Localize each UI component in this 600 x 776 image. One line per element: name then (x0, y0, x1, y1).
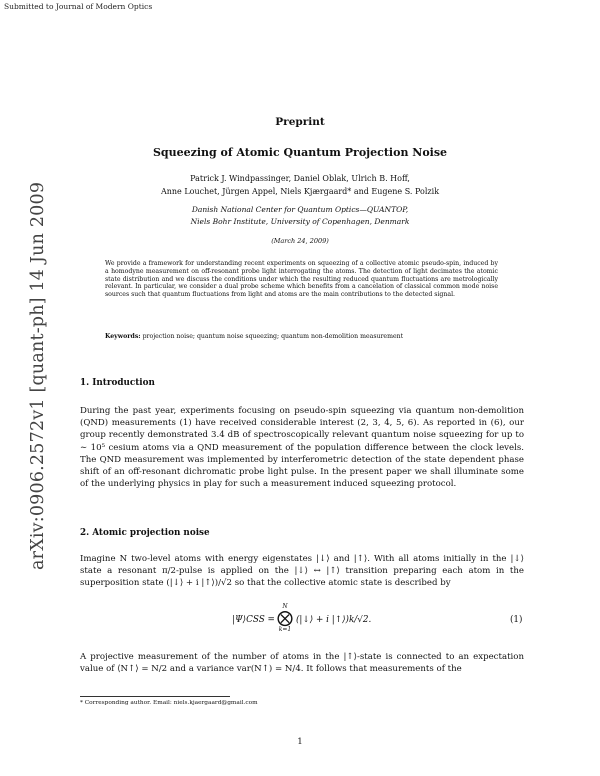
equation-rhs: (|↓⟩ + i |↑⟩)k/√2. (296, 615, 372, 625)
section-heading-introduction: 1. Introduction (80, 378, 155, 388)
equation-1 (0, 603, 600, 639)
affiliation-line-2: Niels Bohr Institute, University of Copenhagen, Denmark (190, 216, 410, 226)
projection-noise-paragraph-2: A projective measurement of the number of atoms in the |↑⟩-state is connected to an expectation value of ⟨N↑⟩ = N/2 and a variance var(N↑) = N/4. It follows that measurements of the (80, 652, 524, 675)
affiliation (0, 204, 600, 227)
arxiv-stamp: arXiv:0906.2572v1 [quant-ph] 14 Jun 2009 (28, 181, 48, 570)
paper-date: (March 24, 2009) (271, 237, 329, 245)
preprint-label: Preprint (275, 116, 325, 128)
equation-lhs: |Ψ⟩CSS = (232, 615, 275, 625)
operator-upper-limit: N (282, 603, 288, 610)
equation-number: (1) (510, 615, 523, 625)
keywords-label: Keywords: (105, 333, 141, 340)
paper-title: Squeezing of Atomic Quantum Projection Noise (152, 146, 448, 159)
author-line-1: Patrick J. Windpassinger, Daniel Oblak, Ulrich B. Hoff, (190, 174, 410, 183)
keywords (105, 333, 498, 340)
author-line-2: Anne Louchet, Jürgen Appel, Niels Kjærgaard* and Eugene S. Polzik (160, 186, 440, 196)
abstract: We provide a framework for understanding recent experiments on squeezing of a collective atomic pseudo-spin, induced by a homodyne measurement on off-resonant probe light interrogating the atoms. The detection of light decimates the atomic state distribution and we discuss the conditions under which the resulting reduced quantum fluctuations are metrologically relevant. In particular, we consider a dual probe scheme which benefits from a cancelation of classical common mode noise sources such that quantum fluctuations from light and atoms are the main contributions to the detected signal. (105, 260, 498, 299)
footnote: * Corresponding author. Email: niels.kjaergaard@gmail.com (80, 700, 258, 706)
tensor-product-symbol: ⨂ (277, 608, 293, 627)
operator-lower-limit: k=1 (278, 626, 292, 633)
journal-note: Submitted to Journal of Modern Optics (4, 2, 153, 11)
affiliation-line-1: Danish National Center for Quantum Optics—QUANTOP, (191, 205, 409, 214)
footnote-divider (80, 696, 230, 697)
tensor-product-operator (277, 603, 293, 633)
author-list (0, 173, 600, 198)
projection-noise-paragraph: Imagine N two-level atoms with energy eigenstates |↓⟩ and |↑⟩. With all atoms initially in the |↓⟩ state a resonant π/2-pulse is applied on the |↓⟩ ↔ |↑⟩ transition preparing each atom in the superposition state (|↓⟩ + i |↑⟩)/√2 so that the collective atomic state is described by (80, 554, 524, 589)
keywords-text: projection noise; quantum noise squeezing; quantum non-demolition measurement (142, 333, 404, 340)
page-number: 1 (297, 737, 303, 747)
introduction-paragraph: During the past year, experiments focusing on pseudo-spin squeezing via quantum non-demolition (QND) measurements (1) have received considerable interest (2, 3, 4, 5, 6). As reported in (6), our group recently demonstrated 3.4 dB of spectroscopically relevant quantum noise squeezing for up to ∼ 10⁵ cesium atoms via a QND measurement of the population difference between the clock levels. The QND measurement was implemented by interferometric detection of the state dependent phase shift of an off-resonant dichromatic probe light pulse. In the present paper we shall illuminate some of the underlying physics in play for such a measurement induced squeezing protocol. (80, 406, 524, 490)
section-heading-projection-noise: 2. Atomic projection noise (80, 528, 210, 538)
